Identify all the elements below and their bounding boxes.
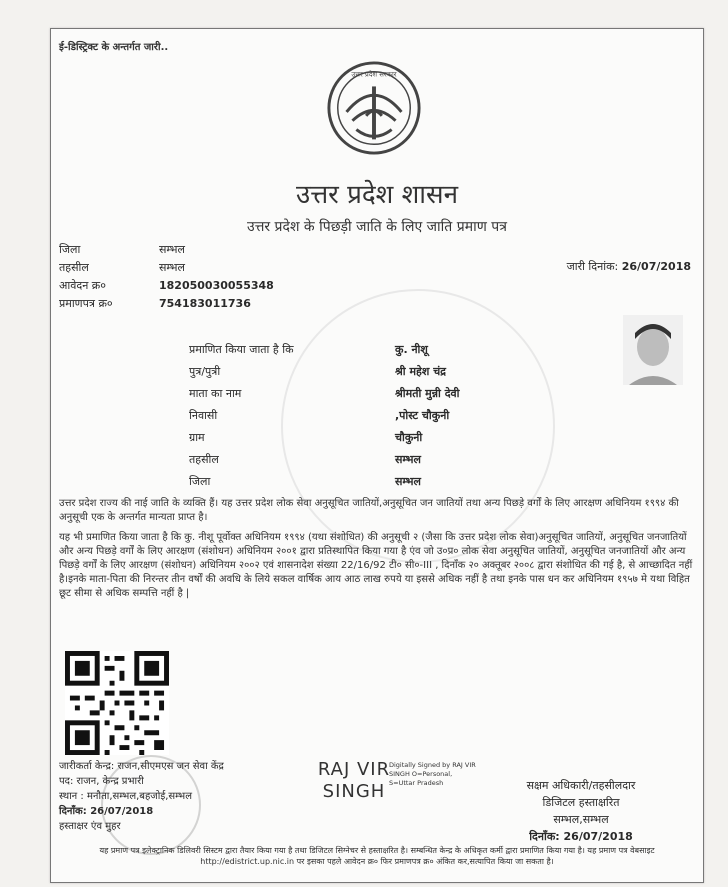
detail-value: कु. नीशू <box>395 343 428 356</box>
meta-value: सम्भल <box>159 261 185 274</box>
authority-signature: डिजिटल हस्ताक्षरित <box>542 796 620 809</box>
meta-row-application <box>59 277 379 295</box>
detail-value: सम्भल <box>395 475 421 488</box>
applicant-photo <box>623 315 683 385</box>
detail-row <box>189 405 575 427</box>
signature-label: हस्ताक्षर एंव मुहर <box>59 821 121 832</box>
authority-block <box>491 777 671 845</box>
detail-label: प्रमाणित किया जाता है कि <box>189 343 294 356</box>
page-title: उत्तर प्रदेश शासन <box>295 180 459 210</box>
issuer-date-label: दिनाँक: <box>59 806 87 817</box>
issuing-centre: जारीकर्ता केन्द्र: राजन,सीएमएस जन सेवा केंद्र <box>59 761 224 772</box>
detail-value: सम्भल <box>395 453 421 466</box>
certificate-number: 754183011736 <box>159 297 251 310</box>
page-subtitle: उत्तर प्रदेश के पिछड़ी जाति के लिए जाति प्रमाण पत्र <box>247 219 507 235</box>
meta-row-tehsil <box>59 259 379 277</box>
issue-date-value: 26/07/2018 <box>621 260 691 273</box>
issuer-post: पद: राजन, केन्द्र प्रभारी <box>59 776 144 787</box>
issue-date-label: जारी दिनांक: <box>566 260 619 273</box>
authority-location: सम्भल,सम्भल <box>553 813 609 826</box>
digital-signature-note: Digitally Signed by RAJ VIR SINGH O=Personal, S=Uttar Pradesh <box>389 761 476 787</box>
header-note: ई-डिस्ट्रिक्ट के अन्तर्गत जारी.. <box>59 42 169 53</box>
detail-label: ग्राम <box>189 431 205 444</box>
footer-note: यह प्रमाण पत्र इलेक्ट्रानिक डिलिवरी सिस्टम द्वारा तैयार किया गया है तथा डिजिटल सिग्नेचर से हस्ताक्षरित है। सम्बन्धित केन्द्र के अधिकृत कर्मी द्वारा प्रमाणित किया गया है। यह प्रमाण पत्र वेबसाइट http://edistrict.up.nic.in पर इसका पहले आवेदन क्र० फिर प्रमाणपत्र क्र० अंकित कर,सत्यापित किया जा सकता है। <box>99 846 655 866</box>
meta-label: तहसील <box>59 261 89 274</box>
detail-label: पुत्र/पुत्री <box>189 365 221 378</box>
detail-row <box>189 427 575 449</box>
meta-row-certificate <box>59 295 379 313</box>
qr-code-icon <box>65 651 169 755</box>
detail-row <box>189 339 575 361</box>
detail-row <box>189 383 575 405</box>
meta-label: प्रमाणपत्र क्र० <box>59 297 113 310</box>
issuer-date-value: 26/07/2018 <box>90 806 154 817</box>
meta-label: जिला <box>59 243 81 256</box>
certificate-page <box>50 28 704 883</box>
detail-value: ,पोस्ट चौकुनी <box>395 409 450 422</box>
digital-signature-name: RAJ VIR SINGH <box>317 759 391 802</box>
detail-row <box>189 361 575 383</box>
emblem-text: उत्तर प्रदेश सरकार <box>351 70 397 79</box>
detail-label: जिला <box>189 475 211 488</box>
detail-value: श्री महेश चंद्र <box>395 365 447 378</box>
issuer-place: स्थान : मनौता,सम्भल,बहजोई,सम्भल <box>59 791 192 802</box>
issuer-date <box>59 804 289 819</box>
authority-date <box>491 828 671 845</box>
detail-value: श्रीमती मुन्नी देवी <box>395 387 460 400</box>
application-number: 182050030055348 <box>159 279 274 292</box>
certificate-paragraph-2: यह भी प्रमाणित किया जाता है कि कु. नीशू पूर्वोक्त अधिनियम १९९४ (यथा संशोधित) की अनुसूची २ (जैसा कि उत्तर प्रदेश लोक सेवा)अनुसूचित जातियों, अनुसूचित जनजातियों और अन्य पिछड़े वर्गों के लिए आरक्षण (संशोधन) अधिनियम २००१ द्वारा प्रतिस्थापित किया गया है एंव जो उ०प्र० लोक सेवा अनुसूचित जातियों, अनुसूचित जनजातियों और अन्य पिछड़े वर्गों के लिए आरक्षण (संशोधन) अधिनियम २००२ एवं शासनादेश संख्या 22/16/92 टी० सी०-III , दिनाँक २० अक्तूबर २००८ द्वारा संशोधित की गई है, से आच्छादित नहीं है।इनके माता-पिता की निरन्तर तीन वर्षों की अवधि के लिये सकल वार्षिक आय आठ लाख रुपये या इससे अधिक नहीं है तथा इनके पास धन कर अधिनियम १९५७ मे यथा विहित छूट सीमा से अधिक सम्पत्ति नहीं है | <box>59 532 693 599</box>
meta-label: आवेदन क्र० <box>59 279 106 292</box>
certificate-details <box>189 339 575 493</box>
certificate-meta <box>59 241 379 313</box>
detail-label: निवासी <box>189 409 218 422</box>
detail-row <box>189 471 575 493</box>
authority-date-value: 26/07/2018 <box>563 830 633 843</box>
meta-row-district <box>59 241 379 259</box>
detail-label: तहसील <box>189 453 219 466</box>
issue-date <box>567 259 691 274</box>
authority-title: सक्षम अधिकारी/तहसीलदार <box>526 779 636 792</box>
detail-row <box>189 449 575 471</box>
state-emblem-icon <box>325 59 423 157</box>
detail-label: माता का नाम <box>189 387 242 400</box>
authority-date-label: दिनाँक: <box>529 830 560 843</box>
meta-value: सम्भल <box>159 243 185 256</box>
certificate-paragraph-1: उत्तर प्रदेश राज्य की नाई जाति के व्यक्ति हैं। यह उत्तर प्रदेश लोक सेवा अनुसूचित जातियों,अनुसूचित जन जातियों तथा अन्य पिछड़े वर्गों के लिए आरक्षण अधिनियम १९९४ की अनुसूची एक के अन्तर्गत मान्यता प्राप्त है। <box>59 498 679 523</box>
detail-value: चौकुनी <box>395 431 423 444</box>
issuing-centre-block <box>59 759 289 834</box>
